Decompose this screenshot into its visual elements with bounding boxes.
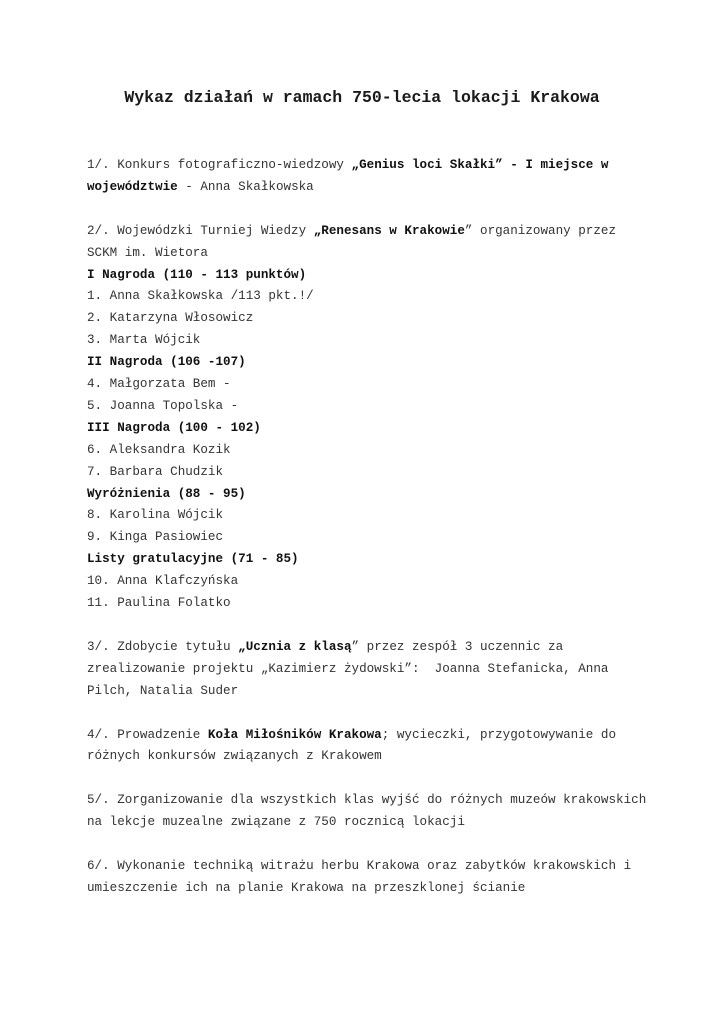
item-1-line-1 — [87, 155, 647, 177]
item-5 — [87, 790, 647, 834]
award-name: 10. Anna Klafczyńska — [87, 574, 239, 589]
item-4-suffix: ; wycieczki, przygotowywanie do — [381, 727, 617, 742]
item-4-line-2: różnych konkursów związanych z Krakowem — [87, 749, 382, 764]
item-1-prefix: 1/. Konkurs fotograficzno-wiedzowy — [87, 158, 352, 172]
item-2-contest-name: „Renesans w Krakowie — [313, 223, 465, 238]
item-4-line-1 — [87, 725, 647, 747]
item-4-prefix: 4/. Prowadzenie — [87, 727, 208, 742]
award-heading: Listy gratulacyjne (71 - 85) — [87, 552, 299, 567]
page-title: Wykaz działań w ramach 750-lecia lokacji Krakowa — [124, 88, 600, 107]
award-heading: II Nagroda (106 -107) — [87, 355, 246, 370]
item-2 — [87, 221, 647, 615]
item-1-contest-name: „Genius loci Skałki” - I miejsce w — [351, 158, 609, 172]
award-name: 1. Anna Skałkowska /113 pkt.!/ — [87, 289, 314, 304]
item-3-prefix: 3/. Zdobycie tytułu — [87, 639, 239, 654]
item-4 — [87, 725, 647, 769]
award-name: 11. Paulina Folatko — [87, 596, 231, 611]
item-5-line-1: 5/. Zorganizowanie dla wszystkich klas wyjść do różnych muzeów krakowskich — [87, 793, 647, 808]
award-name: 3. Marta Wójcik — [87, 333, 201, 348]
item-4-club-name: Koła Miłośników Krakowa — [207, 727, 382, 742]
item-2-suffix: ” organizowany przez — [464, 223, 617, 238]
award-name: 6. Aleksandra Kozik — [87, 442, 231, 457]
award-name: 8. Karolina Wójcik — [87, 508, 224, 523]
award-name: 9. Kinga Pasiowiec — [87, 530, 224, 545]
item-2-line-2: SCKM im. Wietora — [87, 245, 208, 260]
item-1-contest-name-cont: województwie — [87, 179, 178, 194]
item-3-title: „Ucznia z klasą — [238, 639, 352, 654]
item-2-prefix: 2/. Wojewódzki Turniej Wiedzy — [87, 223, 314, 238]
award-name: 5. Joanna Topolska - — [87, 398, 239, 413]
award-heading: I Nagroda (110 - 113 punktów) — [87, 267, 307, 282]
item-3-suffix: ” przez zespół 3 uczennic za — [351, 639, 564, 654]
item-1-suffix: - Anna Skałkowska — [177, 179, 314, 194]
item-3 — [87, 637, 647, 703]
award-name: 4. Małgorzata Bem - — [87, 377, 231, 392]
award-heading: III Nagroda (100 - 102) — [87, 420, 261, 435]
award-name: 7. Barbara Chudzik — [87, 464, 224, 479]
item-5-line-2: na lekcje muzealne związane z 750 rocznicą lokacji — [87, 815, 465, 830]
item-6-line-1: 6/. Wykonanie techniką witrażu herbu Krakowa oraz zabytków krakowskich i — [87, 858, 632, 873]
item-1 — [87, 155, 647, 199]
item-2-line-1 — [87, 221, 647, 243]
item-1-line-2 — [87, 177, 647, 199]
award-name: 2. Katarzyna Włosowicz — [87, 311, 254, 326]
item-6 — [87, 856, 647, 900]
item-3-line-1 — [87, 637, 647, 659]
item-3-line-2: zrealizowanie projektu „Kazimierz żydowski”: Joanna Stefanicka, Anna — [87, 661, 609, 676]
item-6-line-2: umieszczenie ich na planie Krakowa na przeszklonej ścianie — [87, 880, 526, 895]
award-heading: Wyróżnienia (88 - 95) — [87, 486, 246, 501]
item-3-line-3: Pilch, Natalia Suder — [87, 683, 239, 698]
document-body — [87, 155, 647, 900]
